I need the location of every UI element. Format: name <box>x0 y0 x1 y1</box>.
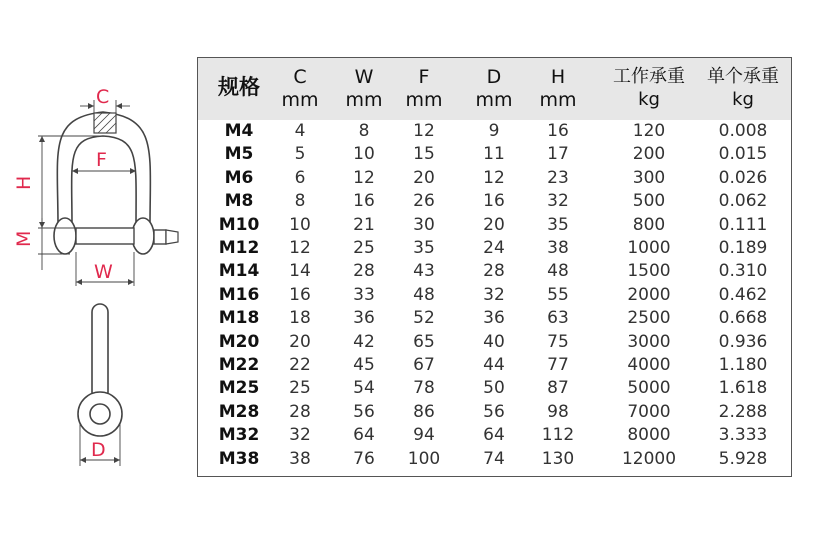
header-unit: mm <box>345 89 383 111</box>
table-row <box>198 237 791 260</box>
value-cell: 42 <box>353 331 375 352</box>
value-cell: 1500 <box>627 261 671 282</box>
shackle-pin <box>76 228 134 244</box>
value-cell: 0.462 <box>718 284 768 305</box>
value-cell: 2500 <box>627 308 671 329</box>
value-cell: 3.333 <box>718 425 768 446</box>
value-cell: 78 <box>413 378 435 399</box>
header-cell <box>464 58 524 120</box>
value-cell: 32 <box>483 284 505 305</box>
value-cell: 5000 <box>627 378 671 399</box>
value-cell: 33 <box>353 284 375 305</box>
value-cell: 43 <box>413 261 435 282</box>
value-cell: 0.026 <box>718 167 768 188</box>
value-cell: 120 <box>632 121 666 141</box>
table-row <box>198 331 791 354</box>
header-label: D <box>486 66 502 88</box>
value-cell: 1000 <box>627 238 671 258</box>
value-cell: 25 <box>289 378 311 399</box>
value-cell: 2000 <box>627 284 671 305</box>
label-f: F <box>96 149 107 171</box>
label-d: D <box>91 439 106 461</box>
right-eye <box>132 218 154 254</box>
value-cell: 54 <box>353 378 375 399</box>
value-cell: 20 <box>483 214 505 235</box>
value-cell: 77 <box>547 355 569 375</box>
value-cell: 35 <box>413 238 435 258</box>
value-cell: 16 <box>483 191 505 212</box>
value-cell: 24 <box>483 238 505 258</box>
header-unit: mm <box>475 89 513 111</box>
value-cell: 8000 <box>627 425 671 446</box>
value-cell: 0.008 <box>718 121 768 141</box>
label-c: C <box>96 86 110 108</box>
label-w: W <box>94 261 113 283</box>
table-row <box>198 120 791 143</box>
value-cell: 32 <box>547 191 569 212</box>
value-cell: 64 <box>353 425 375 446</box>
table-row <box>198 214 791 237</box>
value-cell: 94 <box>413 425 435 446</box>
side-view-eye-inner <box>90 404 110 424</box>
header-unit: mm <box>539 89 577 111</box>
model-cell: M5 <box>224 144 254 165</box>
value-cell: 25 <box>353 238 375 258</box>
value-cell: 12 <box>353 167 375 188</box>
value-cell: 12 <box>289 238 311 258</box>
table-row <box>198 190 791 213</box>
value-cell: 74 <box>483 448 505 469</box>
header-cell <box>606 58 692 120</box>
spec-table <box>197 57 792 477</box>
side-view-shank <box>92 304 108 400</box>
value-cell: 76 <box>353 448 375 469</box>
value-cell: 98 <box>547 401 569 422</box>
value-cell: 63 <box>547 308 569 329</box>
header-cell <box>198 58 280 120</box>
value-cell: 12000 <box>621 448 677 469</box>
model-cell: M10 <box>218 214 260 235</box>
value-cell: 12 <box>483 167 505 188</box>
value-cell: 4000 <box>627 355 671 375</box>
value-cell: 32 <box>289 425 311 446</box>
table-row <box>198 307 791 330</box>
model-cell: M38 <box>218 448 260 469</box>
value-cell: 87 <box>547 378 569 399</box>
value-cell: 75 <box>547 331 569 352</box>
label-h: H <box>13 175 35 190</box>
header-label: 工作承重 <box>613 66 685 87</box>
value-cell: 35 <box>547 214 569 235</box>
value-cell: 67 <box>413 355 435 375</box>
value-cell: 8 <box>358 121 370 141</box>
value-cell: 28 <box>353 261 375 282</box>
value-cell: 28 <box>289 401 311 422</box>
value-cell: 3000 <box>627 331 671 352</box>
value-cell: 12 <box>413 121 435 141</box>
value-cell: 7000 <box>627 401 671 422</box>
model-cell: M4 <box>224 121 254 141</box>
value-cell: 8 <box>294 191 306 212</box>
header-label: 规格 <box>218 75 260 99</box>
table-row <box>198 354 791 377</box>
model-cell: M22 <box>218 355 260 375</box>
shackle-diagram <box>0 0 200 536</box>
table-header <box>198 58 791 120</box>
header-cell <box>528 58 588 120</box>
model-cell: M32 <box>218 425 260 446</box>
value-cell: 300 <box>632 167 666 188</box>
value-cell: 21 <box>353 214 375 235</box>
value-cell: 14 <box>289 261 311 282</box>
value-cell: 23 <box>547 167 569 188</box>
value-cell: 36 <box>353 308 375 329</box>
table-row <box>198 401 791 424</box>
header-unit: kg <box>732 89 754 110</box>
value-cell: 15 <box>413 144 435 165</box>
value-cell: 86 <box>413 401 435 422</box>
value-cell: 65 <box>413 331 435 352</box>
header-label: 单个承重 <box>707 66 779 87</box>
value-cell: 4 <box>294 121 306 141</box>
value-cell: 500 <box>632 191 666 212</box>
table-row <box>198 284 791 307</box>
value-cell: 9 <box>488 121 500 141</box>
value-cell: 0.189 <box>718 238 768 258</box>
value-cell: 20 <box>289 331 311 352</box>
header-cell <box>698 58 788 120</box>
model-cell: M28 <box>218 401 260 422</box>
value-cell: 16 <box>353 191 375 212</box>
model-cell: M20 <box>218 331 260 352</box>
value-cell: 50 <box>483 378 505 399</box>
header-unit: kg <box>638 89 660 110</box>
value-cell: 130 <box>541 448 575 469</box>
value-cell: 38 <box>289 448 311 469</box>
value-cell: 0.062 <box>718 191 768 212</box>
value-cell: 100 <box>407 448 441 469</box>
value-cell: 1.180 <box>718 355 768 375</box>
model-cell: M6 <box>224 167 254 188</box>
table-row <box>198 167 791 190</box>
value-cell: 1.618 <box>718 378 768 399</box>
value-cell: 18 <box>289 308 311 329</box>
header-label: C <box>293 66 307 88</box>
value-cell: 48 <box>413 284 435 305</box>
value-cell: 17 <box>547 144 569 165</box>
value-cell: 45 <box>353 355 375 375</box>
value-cell: 5 <box>294 144 306 165</box>
value-cell: 10 <box>353 144 375 165</box>
table-row <box>198 260 791 283</box>
value-cell: 28 <box>483 261 505 282</box>
model-cell: M16 <box>218 284 260 305</box>
model-cell: M25 <box>218 378 260 399</box>
value-cell: 56 <box>353 401 375 422</box>
label-m: M <box>13 230 35 247</box>
value-cell: 22 <box>289 355 311 375</box>
value-cell: 0.936 <box>718 331 768 352</box>
table-row <box>198 143 791 166</box>
value-cell: 200 <box>632 144 666 165</box>
model-cell: M14 <box>218 261 260 282</box>
value-cell: 11 <box>483 144 505 165</box>
value-cell: 10 <box>289 214 311 235</box>
pin-head <box>154 230 166 244</box>
value-cell: 20 <box>413 167 435 188</box>
value-cell: 5.928 <box>718 448 768 469</box>
header-cell <box>270 58 330 120</box>
header-label: F <box>418 66 430 88</box>
value-cell: 6 <box>294 167 306 188</box>
value-cell: 0.310 <box>718 261 768 282</box>
model-cell: M18 <box>218 308 260 329</box>
pin-tip <box>166 230 178 244</box>
value-cell: 2.288 <box>718 401 768 422</box>
table-row <box>198 448 791 471</box>
model-cell: M8 <box>224 191 254 212</box>
value-cell: 48 <box>547 261 569 282</box>
value-cell: 16 <box>547 121 569 141</box>
header-cell <box>334 58 394 120</box>
value-cell: 112 <box>541 425 575 446</box>
value-cell: 26 <box>413 191 435 212</box>
value-cell: 64 <box>483 425 505 446</box>
value-cell: 30 <box>413 214 435 235</box>
table-row <box>198 377 791 400</box>
value-cell: 56 <box>483 401 505 422</box>
header-label: W <box>354 66 374 88</box>
header-unit: mm <box>281 89 319 111</box>
value-cell: 38 <box>547 238 569 258</box>
header-cell <box>394 58 454 120</box>
value-cell: 55 <box>547 284 569 305</box>
model-cell: M12 <box>218 238 260 258</box>
value-cell: 52 <box>413 308 435 329</box>
left-eye <box>54 218 76 254</box>
header-label: H <box>550 66 566 88</box>
value-cell: 0.015 <box>718 144 768 165</box>
value-cell: 36 <box>483 308 505 329</box>
value-cell: 800 <box>632 214 666 235</box>
value-cell: 0.111 <box>718 214 768 235</box>
value-cell: 40 <box>483 331 505 352</box>
value-cell: 44 <box>483 355 505 375</box>
table-row <box>198 424 791 447</box>
value-cell: 16 <box>289 284 311 305</box>
section-c-hatch <box>94 113 116 133</box>
header-unit: mm <box>405 89 443 111</box>
value-cell: 0.668 <box>718 308 768 329</box>
